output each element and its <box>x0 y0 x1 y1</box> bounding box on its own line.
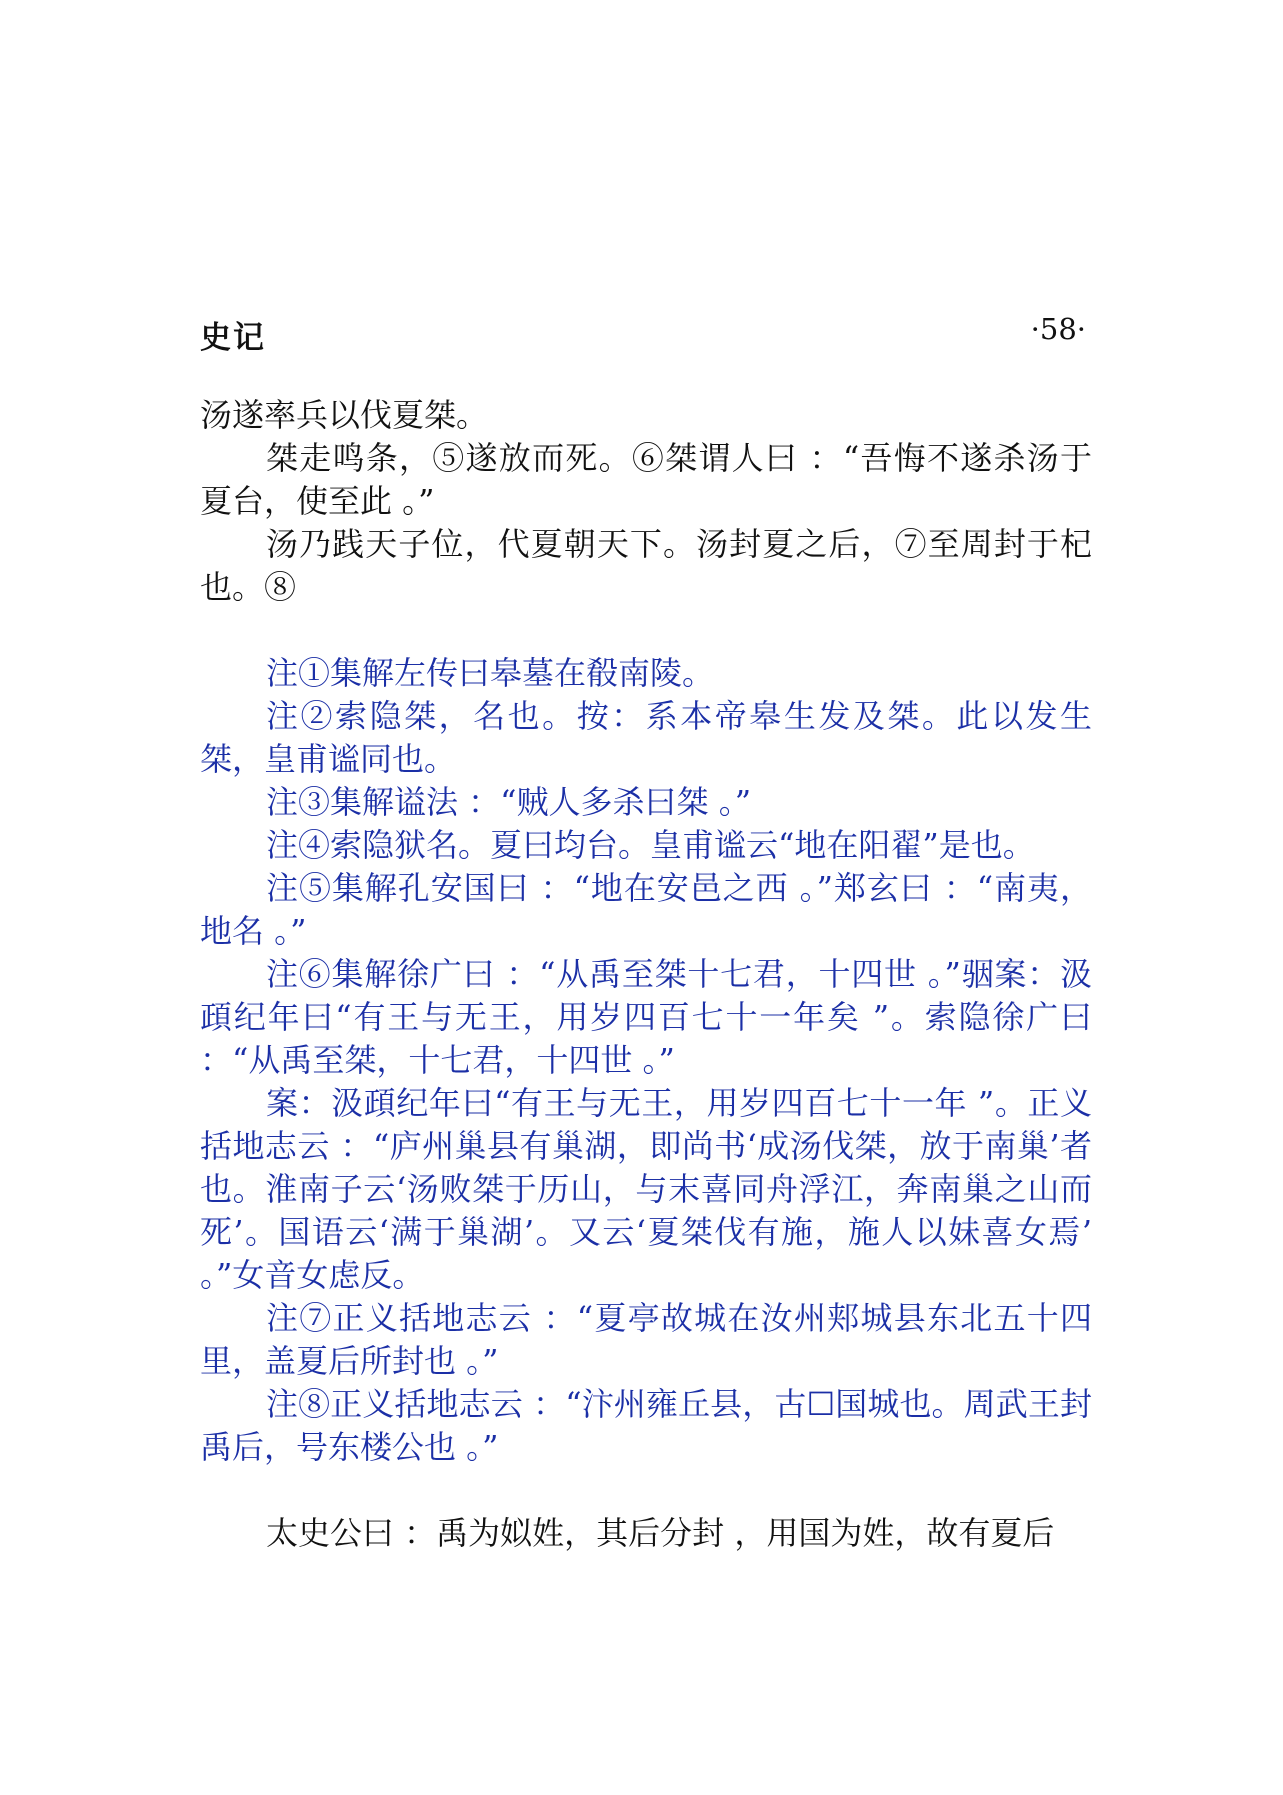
main-paragraph: 汤乃践天子位，代夏朝天下。汤封夏之后，⑦至周封于杞也。⑧ <box>200 525 1092 606</box>
page-body <box>200 394 1092 1555</box>
note-paragraph: 注⑦正义括地志云 ：“夏亭故城在汝州郏城县东北五十四里，盖夏后所封也 。” <box>200 1299 1092 1380</box>
note-paragraph: 注①集解左传曰皋墓在殽南陵。 <box>266 654 715 692</box>
paragraph-gap <box>200 1469 1092 1512</box>
note-paragraph: 注④索隐狱名。夏曰均台。皇甫谧云“地在阳翟”是也。 <box>266 826 1035 864</box>
note-paragraph: 注⑤集解孔安国曰 ：“地在安邑之西 。”郑玄曰 ：“南夷，地名 。” <box>200 869 1092 950</box>
note-paragraph: 注③集解谥法 ：“贼人多杀曰桀 。” <box>266 783 752 821</box>
book-title: 史记 <box>200 320 266 356</box>
note-paragraph: 注⑥集解徐广曰 ：“从禹至桀十七君，十四世 。”骃案：汲頙纪年曰“有王与无王，用岁四百七十一年矣 ”。索隐徐广曰 ：“从禹至桀，十七君，十四世 。” <box>200 955 1092 1079</box>
page-header <box>200 312 1086 356</box>
note-paragraph: 注⑧正义括地志云 ：“汴州雍丘县，古☐国城也。周武王封禹后，号东楼公也 。” <box>200 1385 1092 1466</box>
page-number: ·58· <box>1030 312 1086 346</box>
annotation-notes <box>200 652 1092 1469</box>
closing-paragraph: 太史公曰 ：禹为姒姓，其后分封 ，用国为姓，故有夏后 <box>266 1514 1055 1552</box>
paragraph-gap <box>200 609 1092 652</box>
note-paragraph: 注②索隐桀，名也。按：系本帝皋生发及桀。此以发生桀，皇甫谧同也。 <box>200 697 1092 778</box>
note-paragraph: 案：汲頙纪年曰“有王与无王，用岁四百七十一年 ”。正义括地志云 ：“庐州巢县有巢湖，即尚书‘成汤伐桀，放于南巢’者也。淮南子云‘汤败桀于历山，与末喜同舟浮江，奔南巢之山而死’。国语云‘满于巢湖’。又云‘夏桀伐有施，施人以妹喜女焉’ 。”女音女虑反。 <box>200 1084 1092 1294</box>
main-paragraph: 汤遂率兵以伐夏桀。 <box>200 396 489 434</box>
main-paragraph: 桀走鸣条，⑤遂放而死。⑥桀谓人曰 ：“吾悔不遂杀汤于夏台，使至此 。” <box>200 439 1092 520</box>
